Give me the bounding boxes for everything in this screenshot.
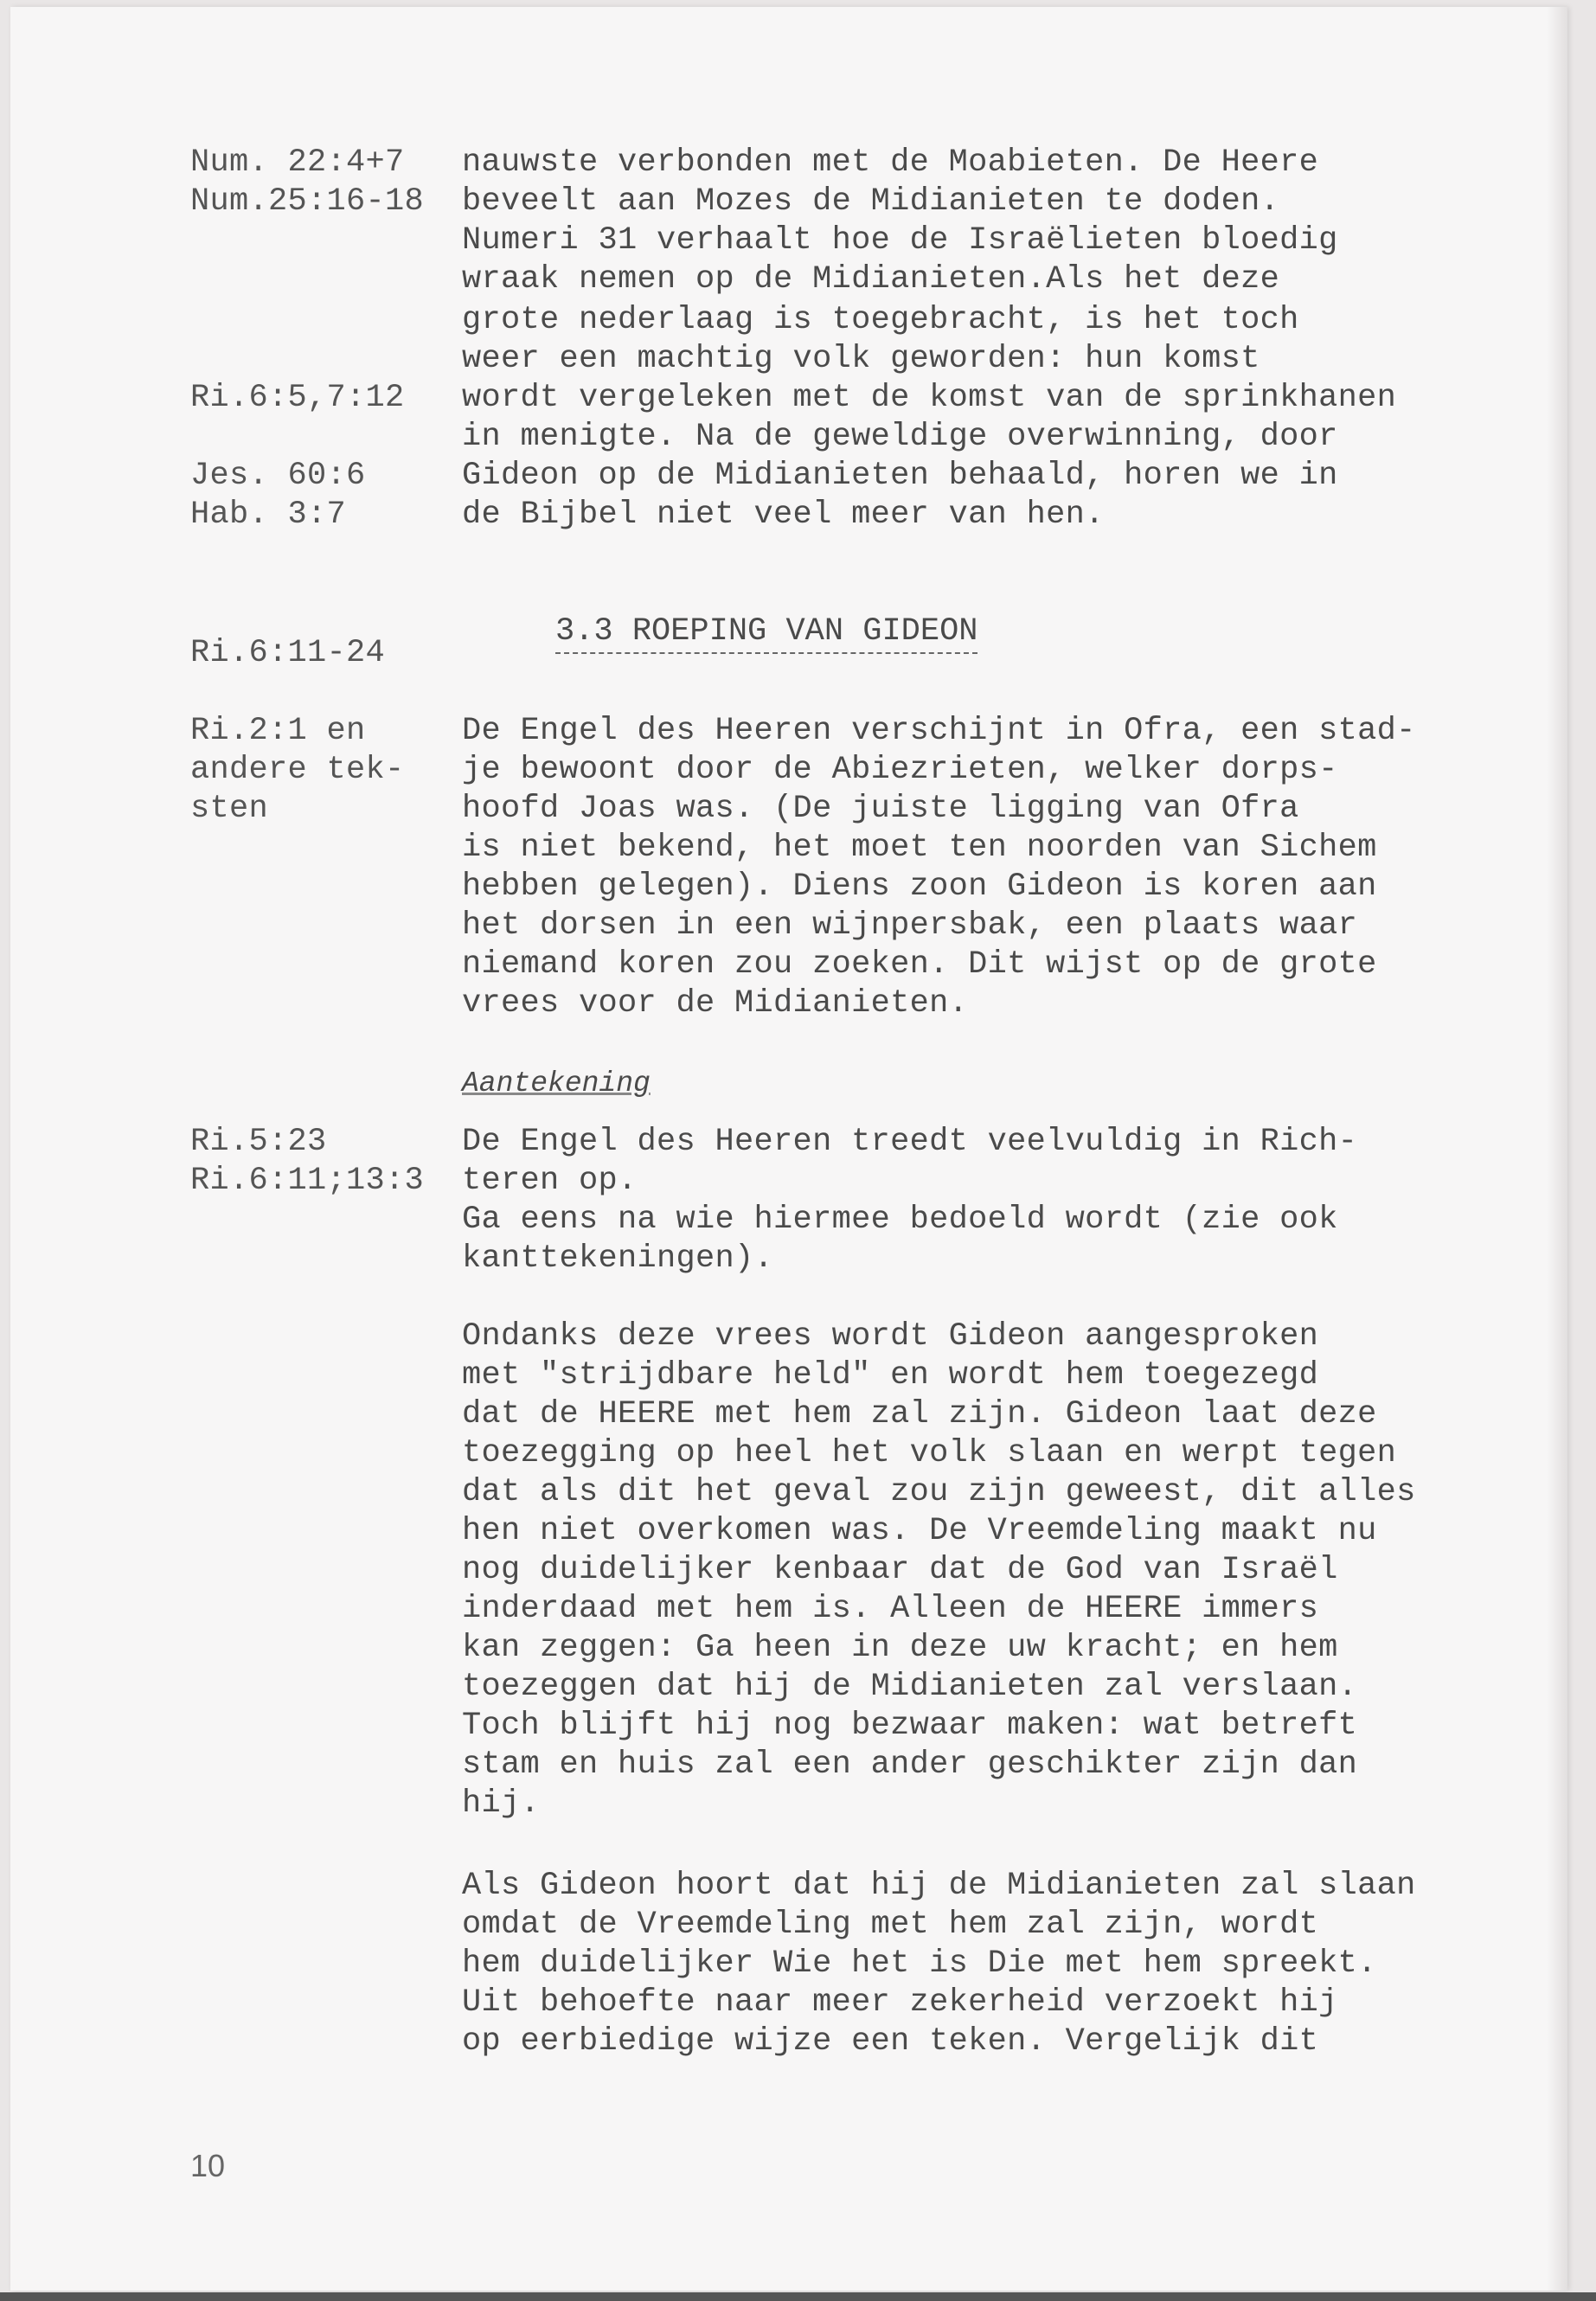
body-line: de Bijbel niet veel meer van hen. — [462, 497, 1105, 533]
body-line: Uit behoefte naar meer zekerheid verzoekt hij — [462, 1984, 1338, 2021]
note-label: Aantekening — [462, 1067, 651, 1099]
body-line: hij. — [462, 1785, 541, 1822]
body-line: kanttekeningen). — [462, 1240, 774, 1277]
body-line: grote nederlaag is toegebracht, is het toch — [462, 302, 1299, 338]
body-line: Gideon op de Midianieten behaald, horen we in — [462, 458, 1338, 494]
body-line: het dorsen in een wijnpersbak, een plaats waar — [462, 907, 1358, 944]
margin-ref: Hab. 3:7 — [190, 497, 347, 533]
margin-ref: Num. 22:4+7 — [190, 144, 405, 181]
body-line: kan zeggen: Ga heen in deze uw kracht; en hem — [462, 1630, 1338, 1666]
body-line: in menigte. Na de geweldige overwinning, door — [462, 419, 1338, 455]
margin-ref: Ri.6:5,7:12 — [190, 380, 405, 416]
body-line: beveelt aan Mozes de Midianieten te doden. — [462, 183, 1280, 220]
body-line: is niet bekend, het moet ten noorden van Sichem — [462, 830, 1377, 866]
page-edge-shadow — [1547, 7, 1567, 2291]
body-line: weer een machtig volk geworden: hun komst — [462, 341, 1260, 377]
body-line: Als Gideon hoort dat hij de Midianieten zal slaan — [462, 1868, 1416, 1904]
page-number: 10 — [190, 2148, 226, 2183]
body-line: wraak nemen op de Midianieten.Als het deze — [462, 261, 1280, 298]
body-line: stam en huis zal een ander geschikter zijn dan — [462, 1747, 1358, 1783]
body-line: Toch blijft hij nog bezwaar maken: wat betreft — [462, 1708, 1358, 1744]
body-line: De Engel des Heeren verschijnt in Ofra, een stad- — [462, 713, 1416, 749]
body-line: hem duidelijker Wie het is Die met hem spreekt. — [462, 1945, 1377, 1982]
body-line: wordt vergeleken met de komst van de sprinkhanen — [462, 380, 1397, 416]
body-line: omdat de Vreemdeling met hem zal zijn, wordt — [462, 1907, 1319, 1943]
body-line: je bewoont door de Abiezrieten, welker dorps- — [462, 752, 1338, 788]
body-line: toezegging op heel het volk slaan en werpt tegen — [462, 1435, 1397, 1471]
margin-ref: Num.25:16-18 — [190, 183, 425, 220]
body-line: met "strijdbare held" en wordt hem toegezegd — [462, 1357, 1319, 1394]
body-line: Numeri 31 verhaalt hoe de Israëlieten bloedig — [462, 222, 1338, 259]
body-line: Ga eens na wie hiermee bedoeld wordt (zie ook — [462, 1202, 1338, 1238]
margin-ref: Ri.5:23 — [190, 1124, 327, 1160]
body-line: dat als dit het geval zou zijn geweest, dit alles — [462, 1474, 1416, 1510]
body-line: op eerbiedige wijze een teken. Vergelijk dit — [462, 2023, 1319, 2060]
body-line: hen niet overkomen was. De Vreemdeling maakt nu — [462, 1513, 1377, 1549]
body-line: Ondanks deze vrees wordt Gideon aangesproken — [462, 1318, 1319, 1355]
margin-ref: Ri.6:11;13:3 — [190, 1163, 425, 1199]
body-line: De Engel des Heeren treedt veelvuldig in Rich- — [462, 1124, 1358, 1160]
document-page — [10, 7, 1567, 2291]
body-line: hoofd Joas was. (De juiste ligging van Ofra — [462, 791, 1299, 827]
body-line: toezeggen dat hij de Midianieten zal verslaan. — [462, 1669, 1358, 1705]
body-line: niemand koren zou zoeken. Dit wijst op de grote — [462, 946, 1377, 983]
section-heading: 3.3 ROEPING VAN GIDEON — [555, 612, 977, 654]
body-line: teren op. — [462, 1163, 638, 1199]
body-line: nog duidelijker kenbaar dat de God van Israël — [462, 1552, 1338, 1588]
scan-bottom-edge — [0, 2292, 1596, 2301]
body-line: nauwste verbonden met de Moabieten. De Heere — [462, 144, 1319, 181]
body-line: vrees voor de Midianieten. — [462, 985, 969, 1022]
body-line: inderdaad met hem is. Alleen de HEERE immers — [462, 1591, 1319, 1627]
margin-ref: Ri.2:1 en — [190, 713, 366, 749]
margin-ref: Ri.6:11-24 — [190, 635, 386, 671]
margin-ref: Jes. 60:6 — [190, 458, 366, 494]
body-line: dat de HEERE met hem zal zijn. Gideon laat deze — [462, 1396, 1377, 1433]
margin-ref: andere tek- — [190, 752, 405, 788]
margin-ref: sten — [190, 791, 269, 827]
body-line: hebben gelegen). Diens zoon Gideon is koren aan — [462, 868, 1377, 905]
